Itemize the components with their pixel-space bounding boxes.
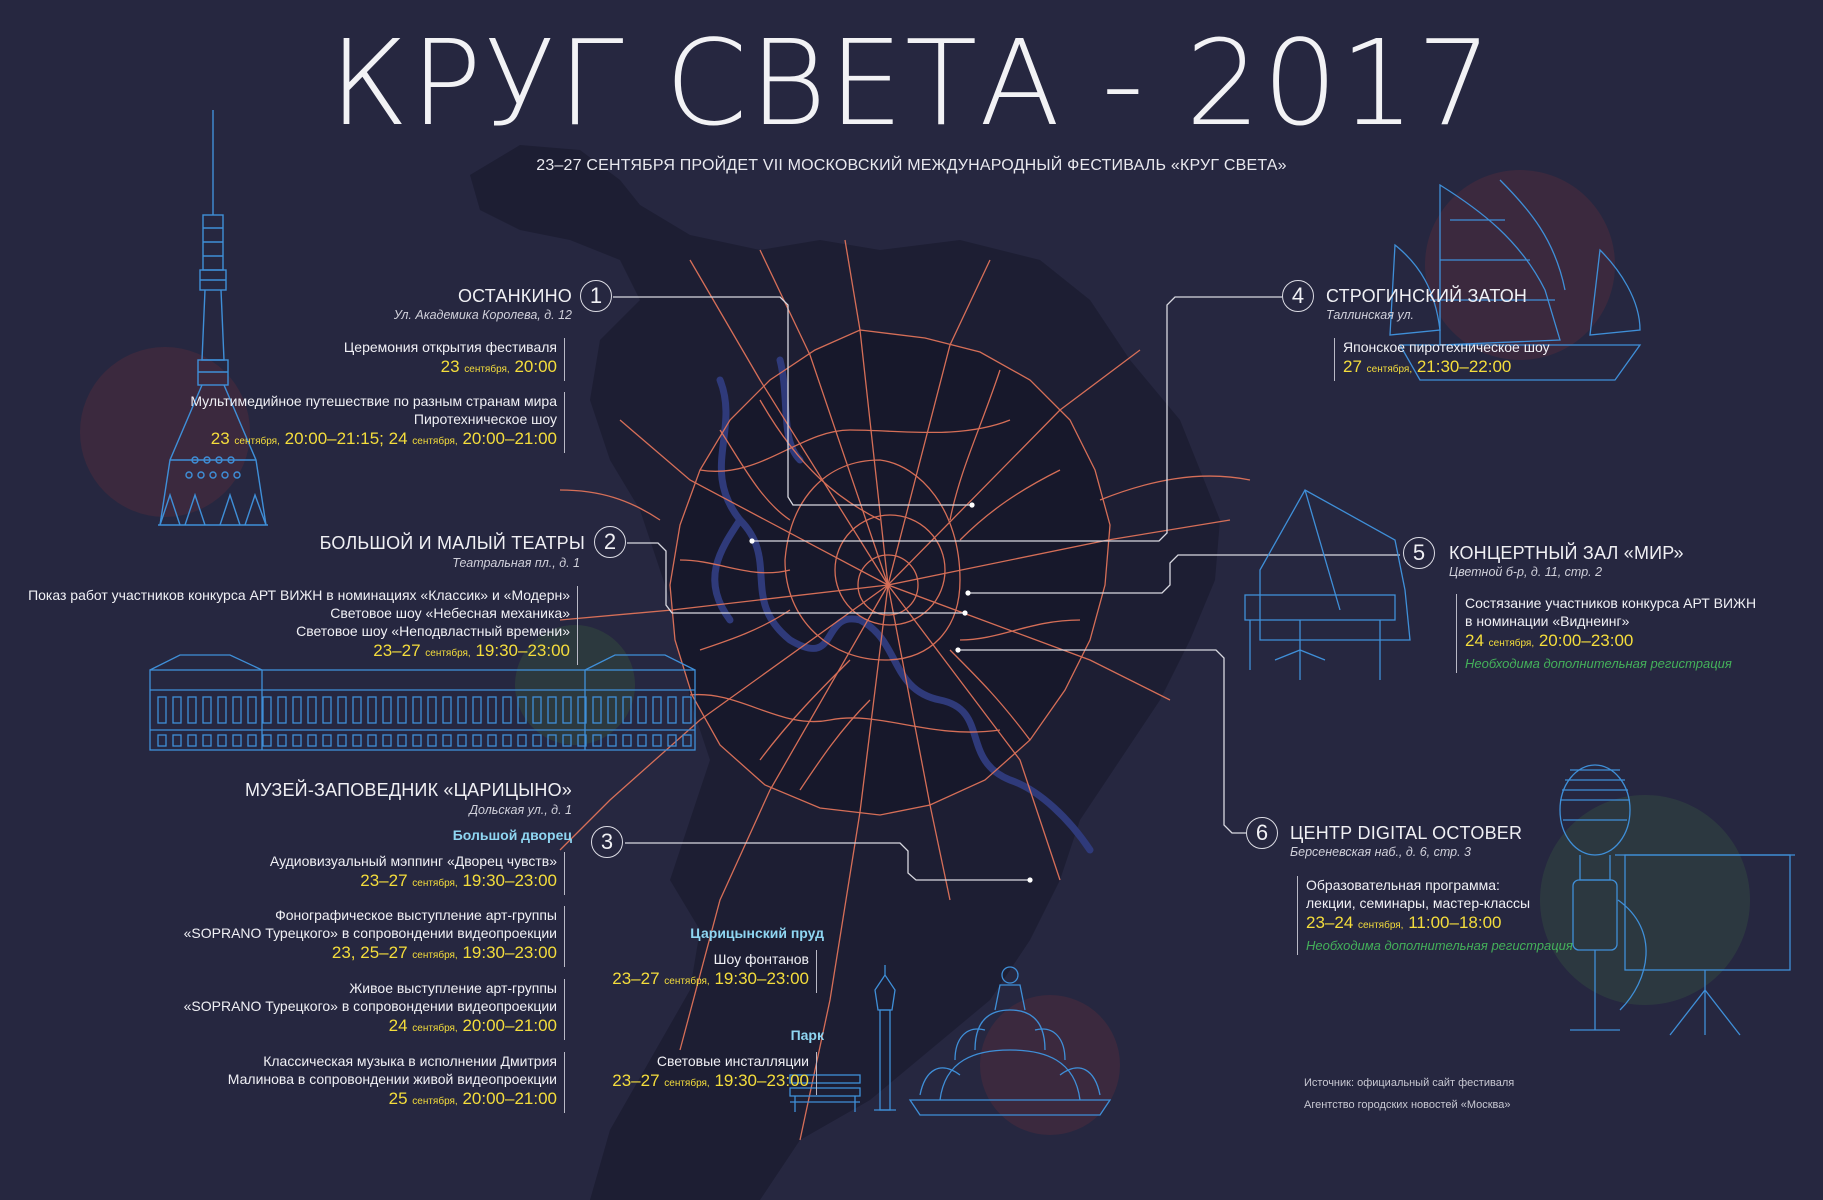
event-line: «SOPRANO Турецкого» в сопровондении видеопроекции — [183, 998, 557, 1014]
event-line: Мультимедийное путешествие по разным странам мира — [190, 393, 557, 409]
event-line: Состязание участников конкурса АРТ ВИЖН — [1465, 595, 1757, 611]
event-line: в номинации «Виднеинг» — [1465, 613, 1630, 629]
event-line: Аудиовизуальный мэппинг «Дворец чувств» — [269, 853, 557, 869]
page-title: КРУГ СВЕТА - 2017 — [329, 14, 1494, 152]
venue-3-event-2 — [184, 906, 565, 967]
event-line: Пиротехническое шоу — [413, 411, 557, 427]
venue-3-subheading-pond: Царицынский пруд — [690, 925, 824, 941]
event-line: Шоу фонтанов — [713, 951, 809, 967]
venue-2-address: Театральная пл., д. 1 — [452, 556, 580, 570]
venue-4-name: СТРОГИНСКИЙ ЗАТОН — [1326, 286, 1528, 306]
event-time: 25 сентября, 20:00–21:00 — [388, 1089, 557, 1108]
event-time: 23 сентября, 20:00 — [440, 357, 557, 376]
page-subtitle: 23–27 СЕНТЯБРЯ ПРОЙДЕТ VII МОСКОВСКИЙ МЕЖДУНАРОДНЫЙ ФЕСТИВАЛЬ «КРУГ СВЕТА» — [536, 157, 1287, 174]
venue-5-number: 5 — [1403, 537, 1435, 569]
venue-3-address: Дольская ул., д. 1 — [469, 803, 572, 817]
venue-1-event-2 — [190, 392, 565, 453]
venue-2-name: БОЛЬШОЙ И МАЛЫЙ ТЕАТРЫ — [319, 533, 585, 553]
event-line: Японское пиротехническое шоу — [1343, 339, 1550, 355]
event-line: Классическая музыка в исполнении Дмитрия — [263, 1053, 557, 1069]
registration-note: Необходима дополнительная регистрация — [1465, 656, 1732, 671]
event-line: Образовательная программа: — [1306, 877, 1500, 893]
venue-5-address: Цветной б-р, д. 11, стр. 2 — [1449, 565, 1603, 579]
event-line: Фонографическое выступление арт-группы — [275, 907, 557, 923]
event-line: Показ работ участников конкурса АРТ ВИЖН в номинациях «Классик» и «Модерн» — [28, 587, 570, 603]
registration-note: Необходима дополнительная регистрация — [1306, 938, 1573, 953]
venue-6-name: ЦЕНТР DIGITAL OCTOBER — [1290, 823, 1523, 843]
event-line: Световое шоу «Неподвластный времени» — [296, 623, 570, 639]
event-time: 23–27 сентября, 19:30–23:00 — [612, 969, 809, 988]
venue-3-name: МУЗЕЙ-ЗАПОВЕДНИК «ЦАРИЦЫНО» — [244, 780, 572, 800]
event-line: Световое шоу «Небесная механика» — [330, 605, 570, 621]
grand-piano-icon — [1245, 490, 1410, 680]
venue-4-number: 4 — [1282, 280, 1314, 312]
source-credits — [1304, 1072, 1514, 1116]
event-time: 23 сентября, 20:00–21:15; 24 сентября, 20:00–21:00 — [210, 429, 557, 448]
venue-6-address: Берсеневская наб., д. 6, стр. 3 — [1290, 845, 1471, 859]
halo-red-2 — [1425, 170, 1615, 360]
venue-4-event-1 — [1334, 338, 1550, 381]
venue-3-subheading-palace: Большой дворец — [452, 827, 572, 843]
event-time: 23–24 сентября, 11:00–18:00 — [1306, 913, 1502, 932]
venue-3-event-3 — [184, 979, 565, 1040]
venue-2-event-1 — [28, 586, 578, 665]
venue-3-subheading-park: Парк — [790, 1027, 824, 1043]
event-time: 27 сентября, 21:30–22:00 — [1343, 357, 1512, 376]
venue-1-event-1 — [344, 338, 565, 381]
venue-4-address: Таллинская ул. — [1326, 308, 1414, 322]
venue-5-event-1 — [1456, 594, 1756, 673]
event-time: 23–27 сентября, 19:30–23:00 — [612, 1071, 809, 1090]
venue-2-number: 2 — [594, 526, 626, 558]
halo-red-3 — [980, 995, 1120, 1135]
venue-1-name: ОСТАНКИНО — [457, 286, 572, 306]
venue-3-pond-event — [612, 950, 817, 993]
event-line: Живое выступление арт-группы — [349, 980, 557, 996]
venue-3-event-4 — [228, 1052, 565, 1113]
source-line-2: Агентство городских новостей «Москва» — [1304, 1099, 1511, 1111]
event-time: 23–27 сентября, 19:30–23:00 — [360, 871, 557, 890]
event-time: 23–27 сентября, 19:30–23:00 — [373, 641, 570, 660]
venue-3-park-event — [612, 1052, 817, 1095]
venue-3-event-1 — [270, 852, 565, 895]
event-line: Световые инсталляции — [656, 1053, 809, 1069]
venue-1-number: 1 — [580, 280, 612, 312]
event-line: «SOPRANO Турецкого» в сопровондении видеопроекции — [183, 925, 557, 941]
venue-6-number: 6 — [1246, 817, 1278, 849]
source-line-1: Источник: официальный сайт фестиваля — [1304, 1077, 1515, 1089]
venue-1-address: Ул. Академика Королева, д. 12 — [393, 308, 572, 322]
event-time: 24 сентября, 20:00–21:00 — [388, 1016, 557, 1035]
event-time: 23, 25–27 сентября, 19:30–23:00 — [331, 943, 557, 962]
event-time: 24 сентября, 20:00–23:00 — [1465, 631, 1634, 650]
event-line: лекции, семинары, мастер-классы — [1306, 895, 1531, 911]
venue-5-name: КОНЦЕРТНЫЙ ЗАЛ «МИР» — [1449, 543, 1684, 563]
venue-6-event-1 — [1297, 876, 1573, 955]
venue-3-number: 3 — [591, 826, 623, 858]
event-line: Малинова в сопровондении живой видеопроекции — [227, 1071, 557, 1087]
event-line: Церемония открытия фестиваля — [343, 339, 557, 355]
